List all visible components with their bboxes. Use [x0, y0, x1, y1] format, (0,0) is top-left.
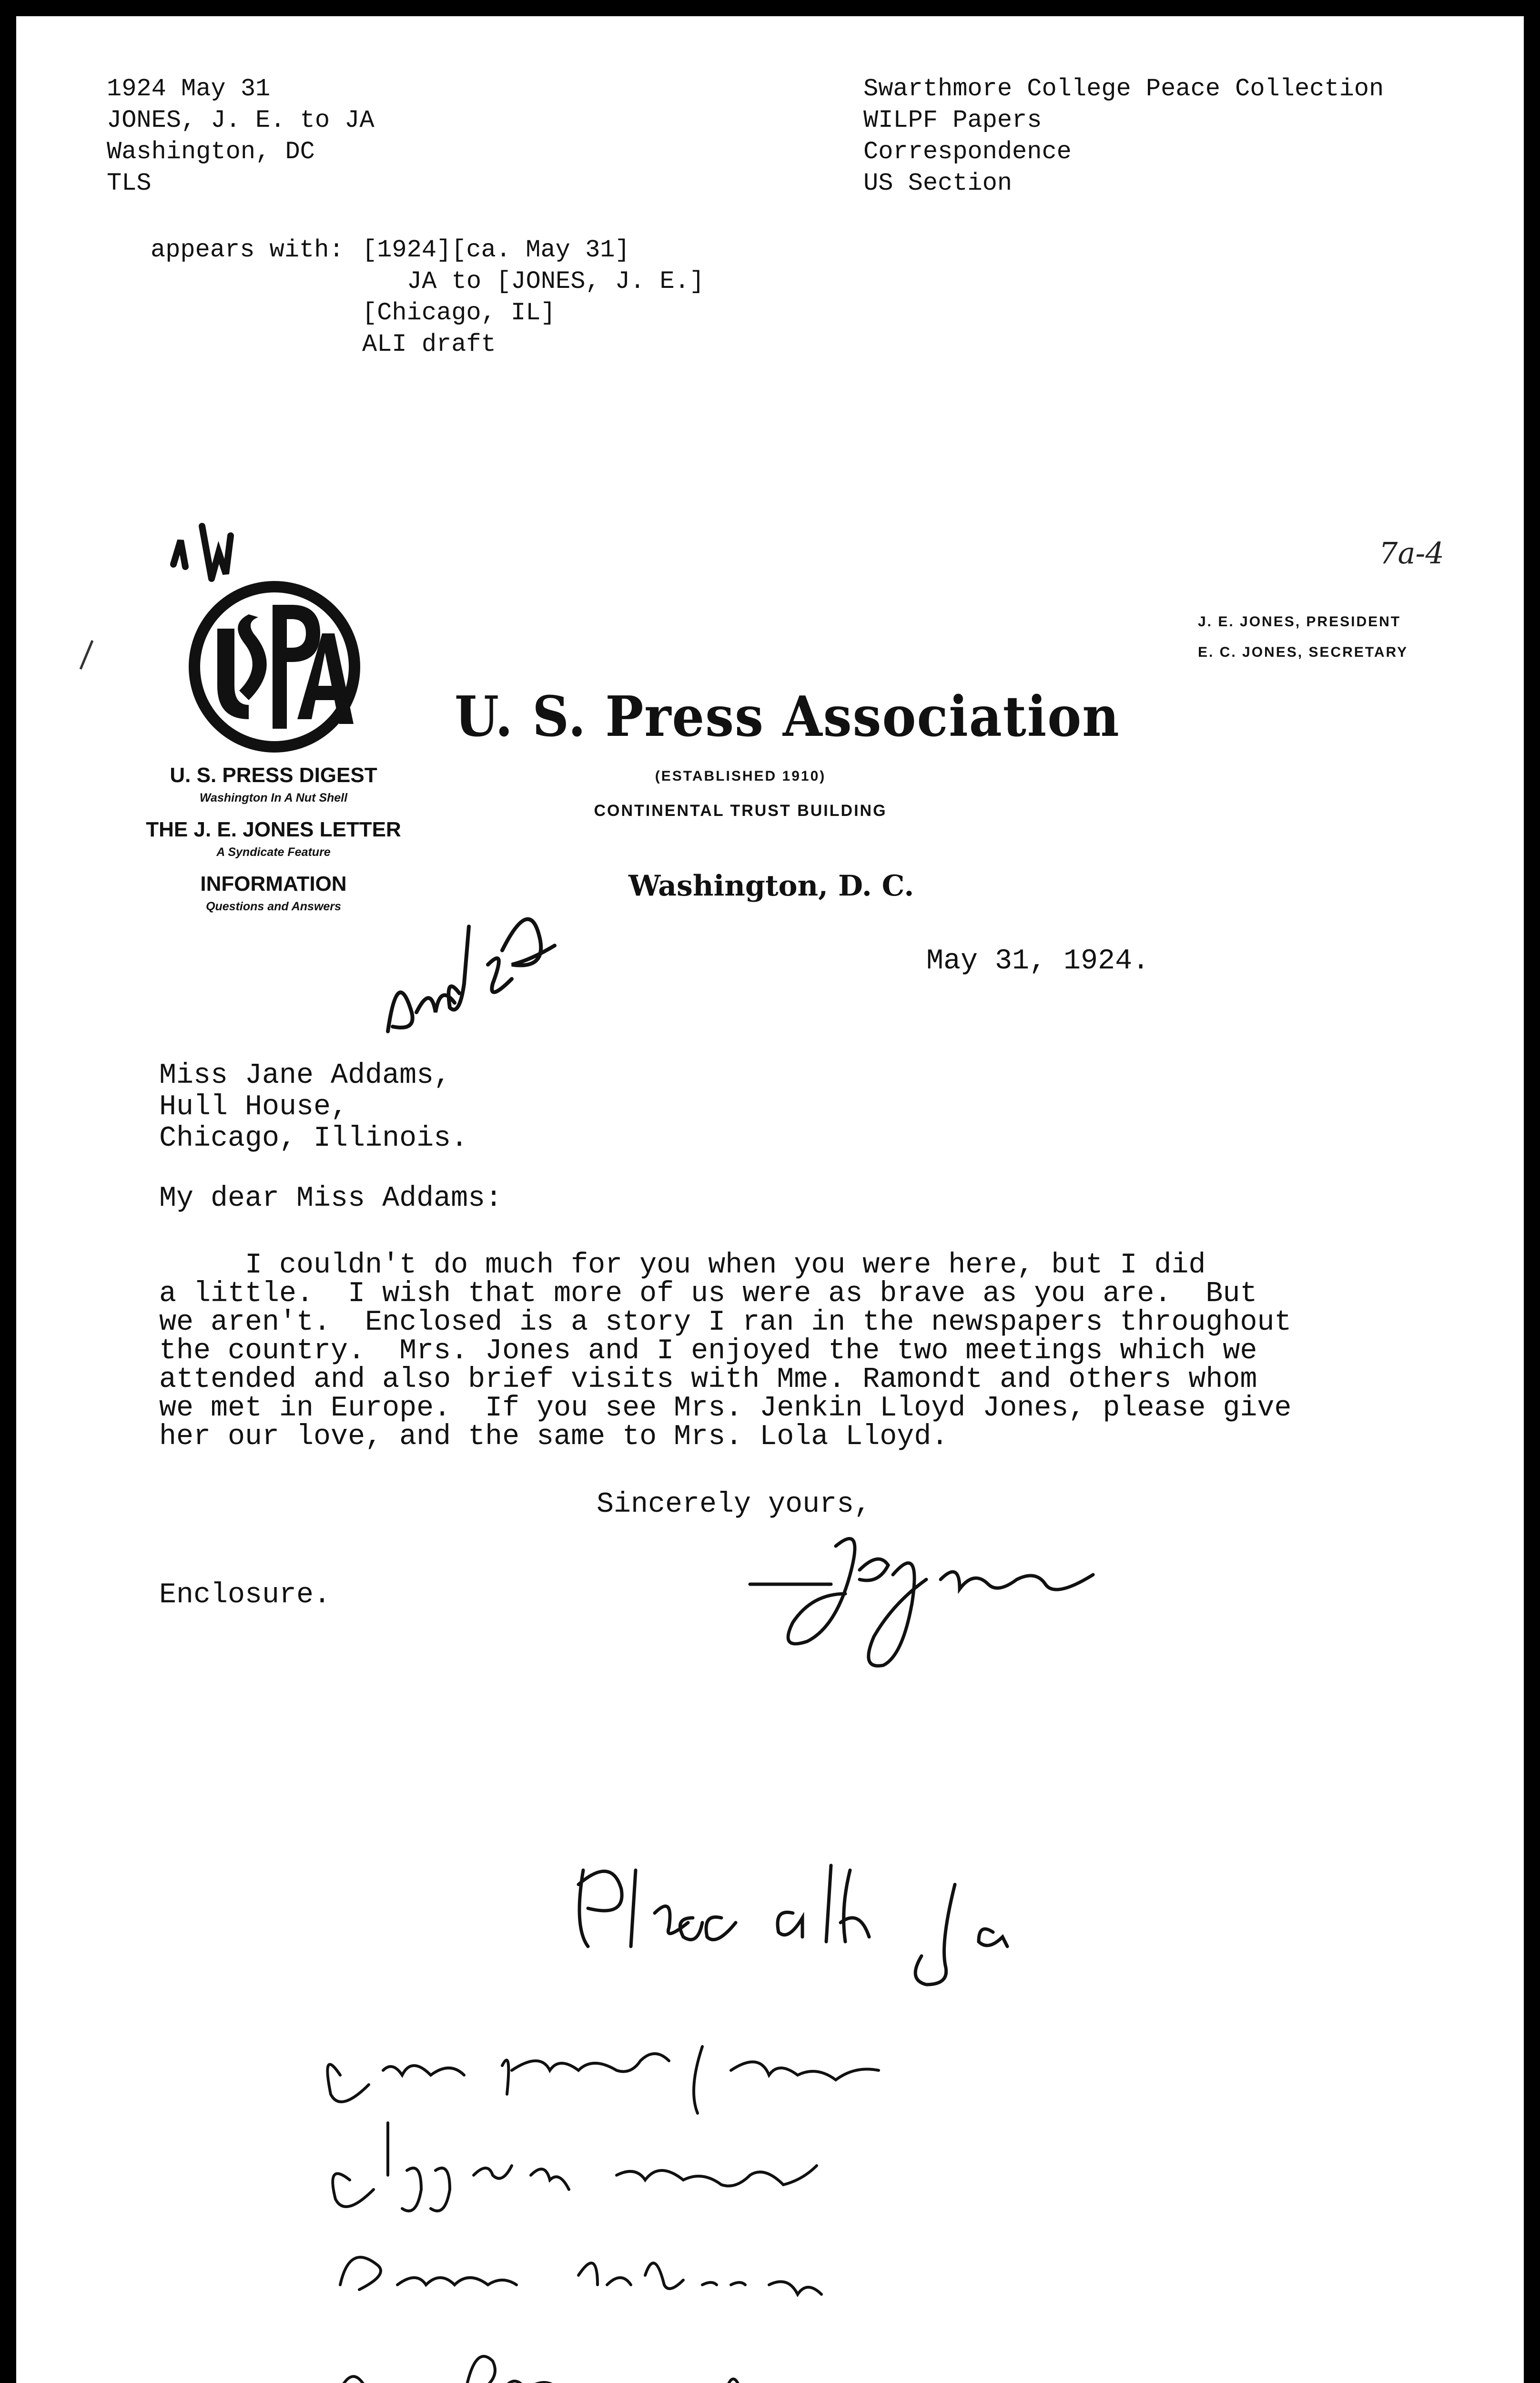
information-title: INFORMATION — [200, 872, 347, 896]
signature-icon — [740, 1517, 1141, 1689]
handwritten-ack-note-icon — [564, 1842, 1307, 1994]
city-line: Washington, D. C. — [628, 869, 914, 903]
digest-title: U. S. PRESS DIGEST — [170, 764, 377, 787]
digest-subtitle: Washington In A Nut Shell — [199, 791, 348, 805]
body-line: the country. Mrs. Jones and I enjoyed the two meetings which we — [159, 1335, 1257, 1367]
body-line: I couldn't do much for you when you were here, but I did — [159, 1249, 1206, 1282]
appears-with-type: ALI draft — [362, 330, 496, 358]
document-page — [16, 16, 1524, 2383]
handwritten-draft-icon — [312, 2018, 1265, 2383]
body-line: we aren't. Enclosed is a story I ran in the newspapers throughout — [159, 1306, 1292, 1339]
stray-mark-icon — [73, 636, 102, 674]
catalog-place: Washington, DC — [107, 138, 315, 166]
body-line: attended and also brief visits with Mme. Ramondt and others whom — [159, 1364, 1257, 1396]
closing: Sincerely yours, — [597, 1488, 871, 1521]
appears-with-date: [1924][ca. May 31] — [362, 236, 630, 264]
catalog-date: 1924 May 31 — [107, 75, 271, 103]
address-city: Chicago, Illinois. — [159, 1122, 468, 1155]
answered-handwritten-icon — [378, 888, 598, 1060]
catalog-type: TLS — [107, 169, 152, 197]
association-title: U. S. Press Association — [455, 684, 1120, 749]
collection-papers: WILPF Papers — [863, 106, 1042, 134]
page-number-mark: 7a-4 — [1379, 536, 1444, 570]
body-line: her our love, and the same to Mrs. Lola Lloyd. — [159, 1421, 949, 1453]
address-house: Hull House, — [159, 1091, 348, 1123]
appears-with-label: appears with: — [151, 236, 344, 264]
address-name: Miss Jane Addams, — [159, 1059, 451, 1092]
collection-section: US Section — [863, 169, 1013, 197]
collection-name: Swarthmore College Peace Collection — [863, 75, 1384, 103]
enclosure-note: Enclosure. — [159, 1579, 331, 1611]
jones-letter-subtitle: A Syndicate Feature — [216, 845, 331, 859]
body-line: a little. I wish that more of us were as brave as you are. But — [159, 1278, 1257, 1310]
appears-with-correspondents: JA to [JONES, J. E.] — [407, 267, 705, 295]
secretary-line: E. C. JONES, SECRETARY — [1198, 644, 1408, 660]
body-line: we met in Europe. If you see Mrs. Jenkin Lloyd Jones, please give — [159, 1392, 1292, 1425]
catalog-correspondents: JONES, J. E. to JA — [107, 106, 375, 134]
information-subtitle: Questions and Answers — [206, 900, 341, 913]
building-line: CONTINENTAL TRUST BUILDING — [594, 802, 887, 820]
uspa-logo-icon — [184, 576, 365, 757]
collection-series: Correspondence — [863, 138, 1072, 166]
jones-letter-title: THE J. E. JONES LETTER — [146, 818, 401, 841]
salutation: My dear Miss Addams: — [159, 1182, 503, 1215]
president-line: J. E. JONES, PRESIDENT — [1198, 614, 1401, 630]
appears-with-place: [Chicago, IL] — [362, 299, 556, 327]
established-line: (ESTABLISHED 1910) — [655, 768, 826, 784]
letter-date: May 31, 1924. — [926, 945, 1150, 978]
